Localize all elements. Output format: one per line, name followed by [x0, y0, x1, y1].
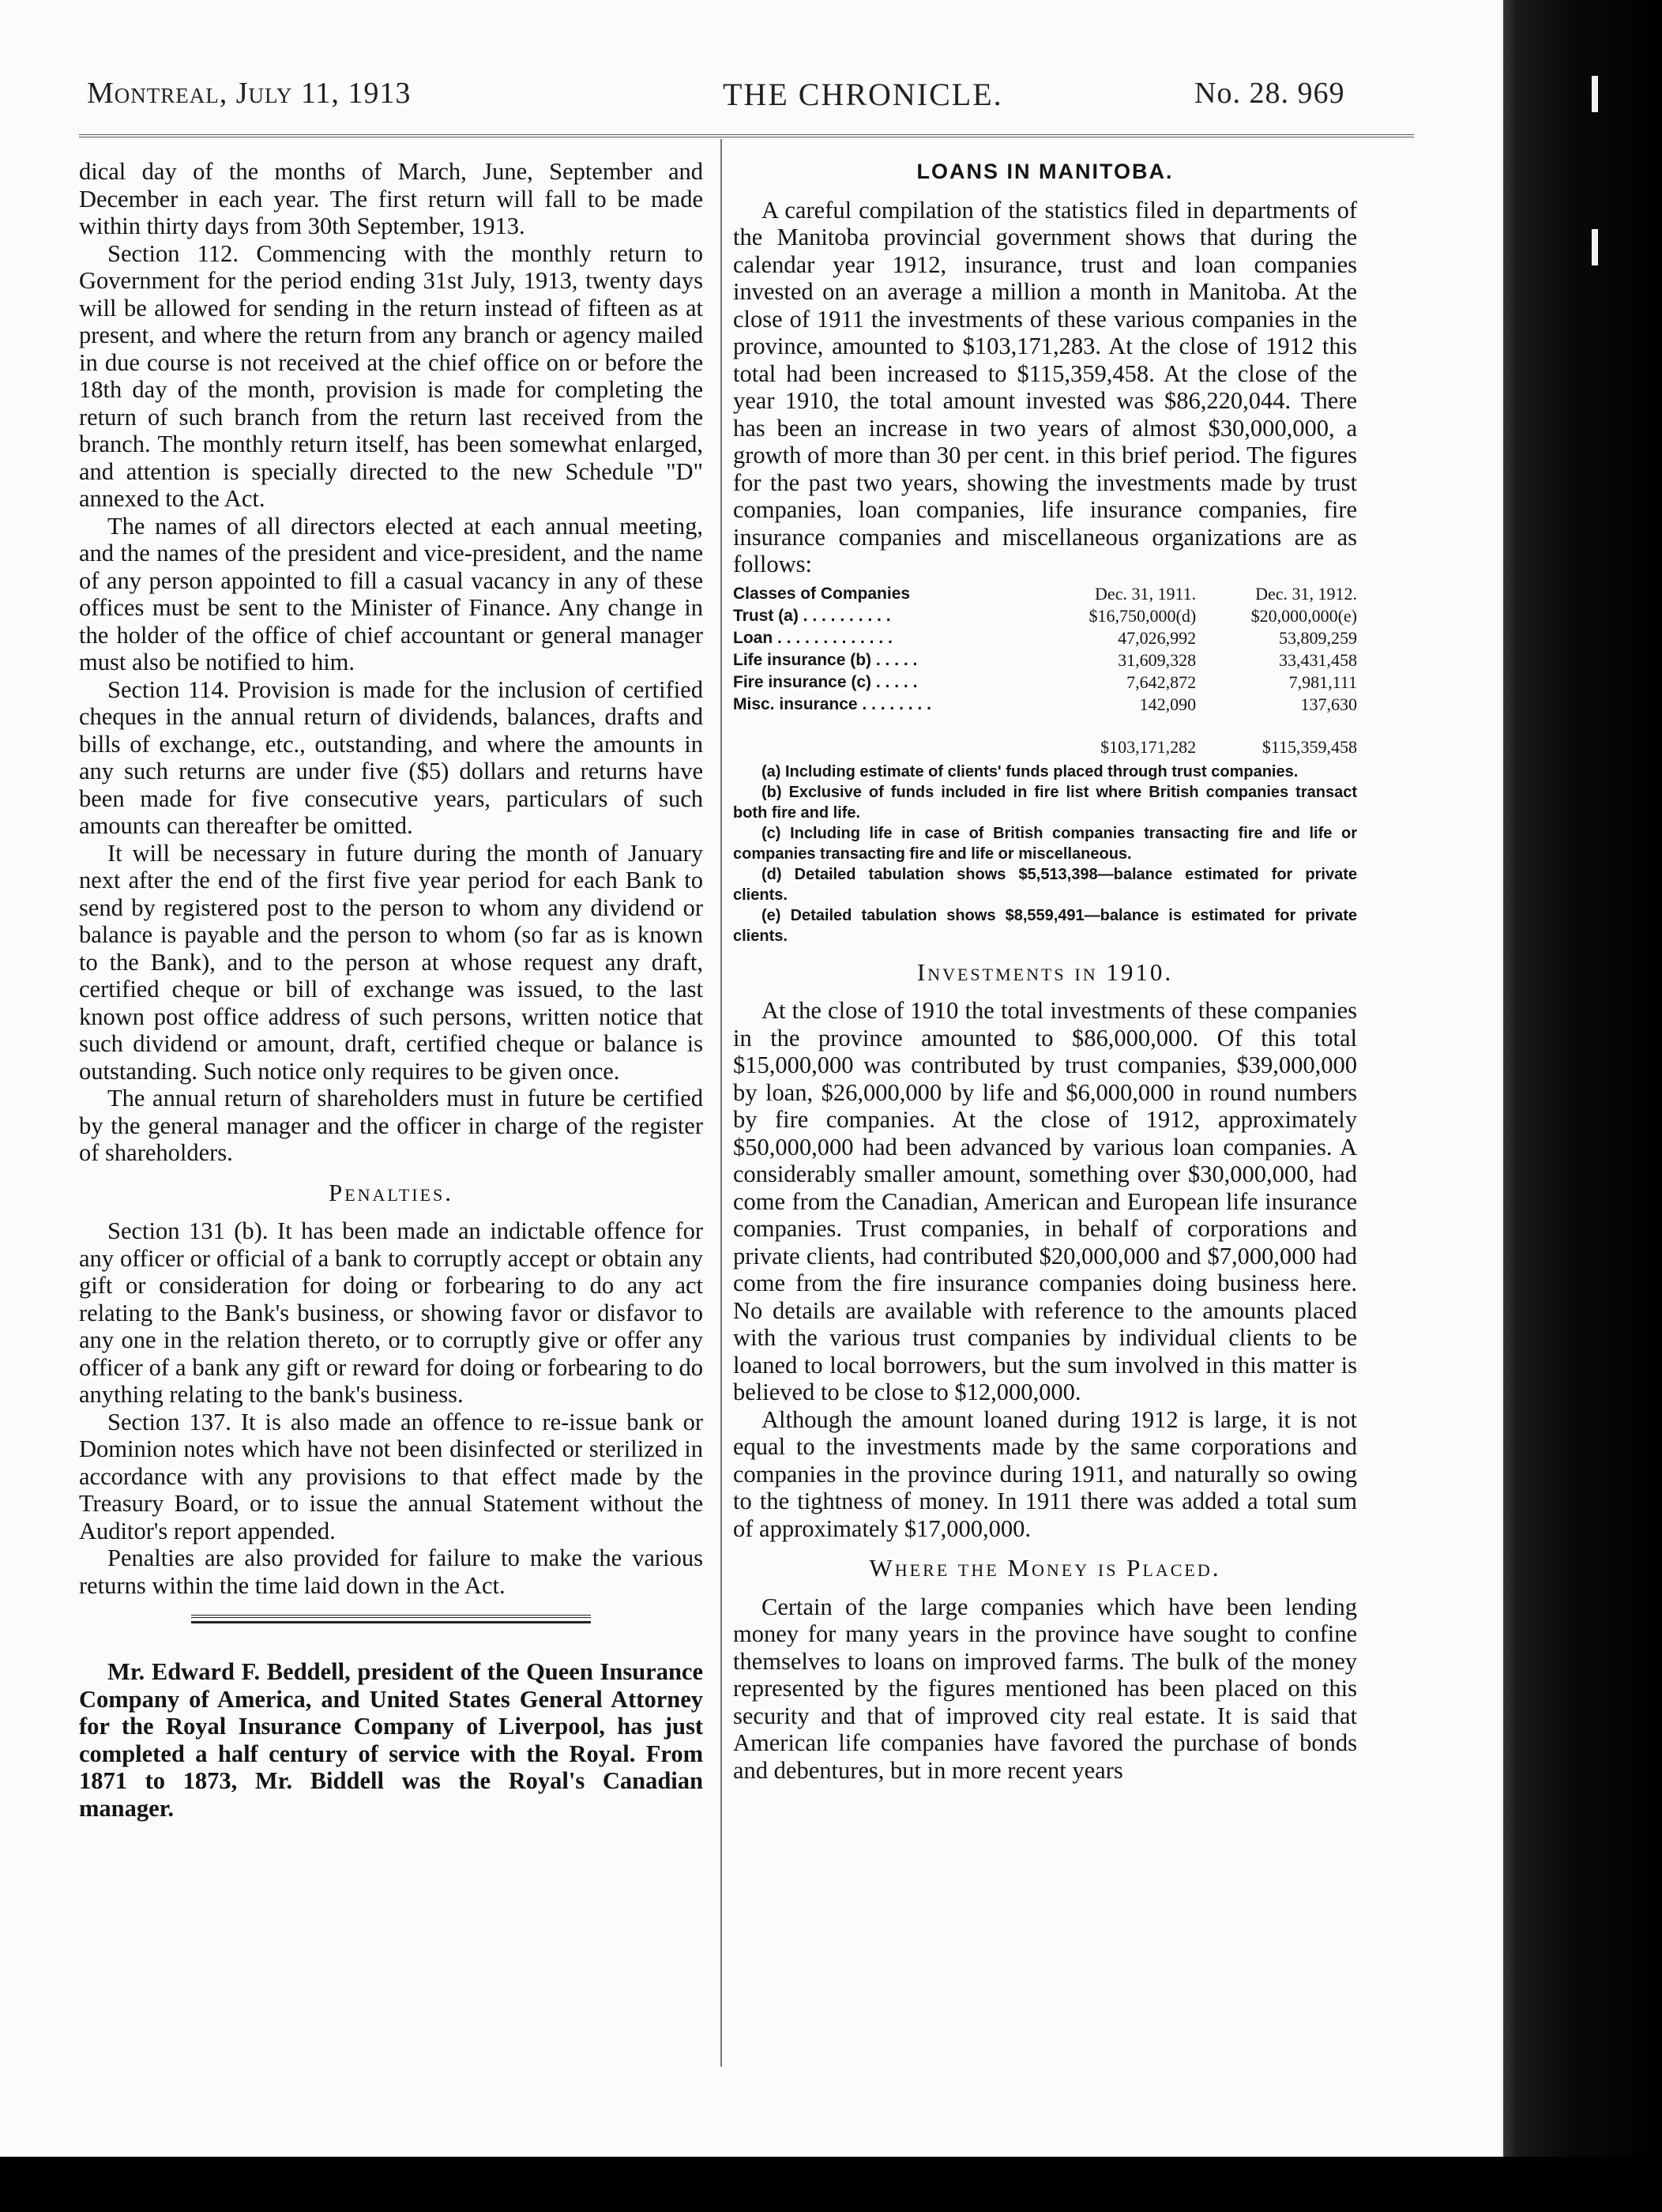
- paragraph: Certain of the large companies which have been lending money for many years in the province have sought to confine themselves to loans on improved farms. The bulk of the money represented by the figures mentioned has been placed on this security and that of improved city real estate. It is said that American life companies have favored the purchase of bonds and debentures, but in more recent years: [733, 1593, 1357, 1784]
- footnote: (a) Including estimate of clients' funds placed through trust companies.: [761, 762, 1299, 781]
- scan-bottom-border: [0, 2157, 1662, 2212]
- page-edge-mark: [1592, 76, 1598, 112]
- section-heading-penalties: Penalties.: [328, 1178, 454, 1206]
- paragraph: Section 131 (b). It has been made an indictable offence for any officer or official of a bank to corruptly accept or obtain any gift or consideration for doing or forbearing to do any act relating to the Bank's business, or showing favor or disfavor to any one in the relation thereto, or to corruptly give or offer any officer of a bank any gift or reward for doing or forbearing to do anything relating to the bank's business.: [79, 1217, 703, 1408]
- value-1911: 142,090: [1139, 694, 1197, 714]
- header-issue-page-number: No. 28. 969: [1194, 77, 1345, 110]
- row-label: Loan . . . . . . . . . . . . .: [733, 628, 893, 647]
- investments-table: [733, 583, 1357, 758]
- table-header: Dec. 31, 1912.: [1255, 583, 1357, 604]
- value-1912: 33,431,458: [1279, 649, 1357, 670]
- paragraph: At the close of 1910 the total investments of these companies in the province amounted to $86,000,000. Of this total $15,000,000 was contributed by trust companies, $39,000,000 by loan, $26,000,000 by life and $6,000,000 in round numbers by fire companies. At the close of 1912, approximately $50,000,000 had been advanced by various loan companies. A considerably smaller amount, something over $30,000,000, had come from the Canadian, American and European life insurance companies. Trust companies, in behalf of corporations and private clients, had contributed $20,000,000 and $7,000,000 had come from the fire insurance companies doing business here. No details are available with reference to the amounts placed with the various trust companies by individual clients to be loaned to local borrowers, but the sum involved in this matter is believed to be close to $12,000,000.: [733, 997, 1357, 1405]
- paragraph: Section 114. Provision is made for the inclusion of certified cheques in the annual return of dividends, balances, drafts and bills of exchange, etc., outstanding, and where the amounts in any such returns are under five ($5) dollars and returns have been made for five consecutive years, particulars of such amounts can thereafter be omitted.: [79, 675, 703, 839]
- value-1911: 7,642,872: [1126, 672, 1197, 692]
- paragraph: The annual return of shareholders must in future be certified by the general manager and the officer in charge of the register of shareholders.: [79, 1085, 703, 1166]
- paragraph: It will be necessary in future during the month of January next after the end of the first five year period for each Bank to send by registered post to the person to whom any dividend or balance is payable and the person to whom (so far as is known to the Bank), and to the person at whose request any draft, certified cheque or bill of exchange was issued, to the last known post office address of such persons, written notice that such dividend or amount, draft, certified cheque or balance is outstanding. Such notice only requires to be given once.: [79, 839, 703, 1085]
- left-column: [79, 158, 703, 1822]
- table-header: Dec. 31, 1911.: [1095, 583, 1197, 604]
- row-label: Misc. insurance . . . . . . . .: [733, 694, 931, 713]
- footnote: (d) Detailed tabulation shows $5,513,398—balance estimated for private clients.: [733, 865, 1357, 904]
- row-label: Fire insurance (c) . . . . .: [733, 672, 918, 691]
- total-1912: $115,359,458: [1262, 736, 1357, 757]
- table-header: Classes of Companies: [733, 584, 911, 603]
- table-row: [733, 605, 1357, 627]
- paragraph: The names of all directors elected at each annual meeting, and the names of the president and vice-president, and the name of any person appointed to fill a casual vacancy in any of these offices must be sent to the Minister of Finance. Any change in the holder of the office of chief accountant or general manager must also be notified to him.: [79, 512, 703, 675]
- paragraph: A careful compilation of the statistics filed in departments of the Manitoba provincial government shows that during the calendar year 1912, insurance, trust and loan companies invested on an average a million a month in Manitoba. At the close of 1911 the investments of these various companies in the province, amounted to $103,171,283. At the close of 1912 this total had been increased to $115,359,458. At the close of the year 1910, the total amount invested was $86,220,044. There has been an increase in two years of almost $30,000,000, a growth of more than 30 per cent. in this brief period. The figures for the past two years, showing the investments made by trust companies, loan companies, life insurance companies, fire insurance companies and miscellaneous organizations are as follows:: [733, 196, 1357, 577]
- paragraph: Section 137. It is also made an offence to re-issue bank or Dominion notes which have not been disinfected or sterilized in accordance with any provisions to that effect made by the Treasury Board, or to issue the annual Statement without the Auditor's report appended.: [79, 1408, 703, 1544]
- section-separator-rule: [191, 1615, 591, 1623]
- table-row: [733, 649, 1357, 672]
- row-label: Trust (a) . . . . . . . . . .: [733, 606, 891, 625]
- column-divider: [720, 139, 722, 2067]
- page-edge-mark: [1592, 229, 1598, 265]
- book-page-edge: [1501, 0, 1662, 2212]
- paragraph: Section 112. Commencing with the monthly return to Government for the period ending 31st July, 1913, twenty days will be allowed for sending in the return instead of fifteen as at present, and where the return from any branch or agency mailed in due course is not received at the chief office on or before the 18th day of the month, provision is made for completing the return of such branch from the return last received from the branch. The monthly return itself, has been somewhat enlarged, and attention is specially directed to the new Schedule "D" annexed to the Act.: [79, 239, 703, 512]
- section-heading-where-money-placed: Where the Money is Placed.: [869, 1554, 1221, 1582]
- total-label-cell: [733, 716, 1033, 758]
- value-1911: $16,750,000(d): [1089, 605, 1197, 626]
- right-column: [733, 158, 1357, 1784]
- footnote: (c) Including life in case of British companies transacting fire and life or companies transacting fire and life or miscellaneous.: [733, 824, 1357, 863]
- header-publication-title: THE CHRONICLE.: [723, 77, 1003, 112]
- table-row: [733, 672, 1357, 694]
- footnote: (b) Exclusive of funds included in fire list where British companies transact both fire and life.: [733, 783, 1357, 822]
- value-1911: 47,026,992: [1118, 627, 1197, 648]
- personal-notice: Mr. Edward F. Beddell, president of the Queen Insurance Company of America, and United States General Attorney for the Royal Insurance Company of Liverpool, has just completed a half century of service with the Royal. From 1871 to 1873, Mr. Biddell was the Royal's Canadian manager.: [79, 1658, 703, 1822]
- header-rule: [79, 134, 1414, 137]
- row-label: Life insurance (b) . . . . .: [733, 650, 918, 669]
- table-row: [733, 627, 1357, 649]
- header-dateline: Montreal, July 11, 1913: [87, 77, 412, 110]
- value-1912: 53,809,259: [1279, 627, 1357, 648]
- value-1912: 137,630: [1300, 694, 1357, 714]
- footnote: (e) Detailed tabulation shows $8,559,491—balance is estimated for private clients.: [733, 906, 1357, 945]
- table-header-row: [733, 583, 1357, 605]
- page-edge-line: [1501, 0, 1503, 2212]
- paragraph: dical day of the months of March, June, September and December in each year. The first return will fall to be made within thirty days from 30th September, 1913.: [79, 158, 703, 239]
- table-row: [733, 694, 1357, 716]
- paragraph: Penalties are also provided for failure to make the various returns within the time laid down in the Act.: [79, 1544, 703, 1599]
- table-total-row: [733, 716, 1357, 758]
- value-1911: 31,609,328: [1118, 649, 1197, 670]
- value-1912: 7,981,111: [1288, 672, 1357, 692]
- total-1911: $103,171,282: [1100, 736, 1197, 757]
- article-title: LOANS IN MANITOBA.: [916, 160, 1174, 183]
- section-heading-investments-1910: Investments in 1910.: [916, 957, 1174, 986]
- value-1912: $20,000,000(e): [1250, 605, 1357, 626]
- paragraph: Although the amount loaned during 1912 is large, it is not equal to the investments made by the same corporations and companies in the province during 1911, and naturally so owing to the tightness of money. In 1911 there was added a total sum of approximately $17,000,000.: [733, 1405, 1357, 1542]
